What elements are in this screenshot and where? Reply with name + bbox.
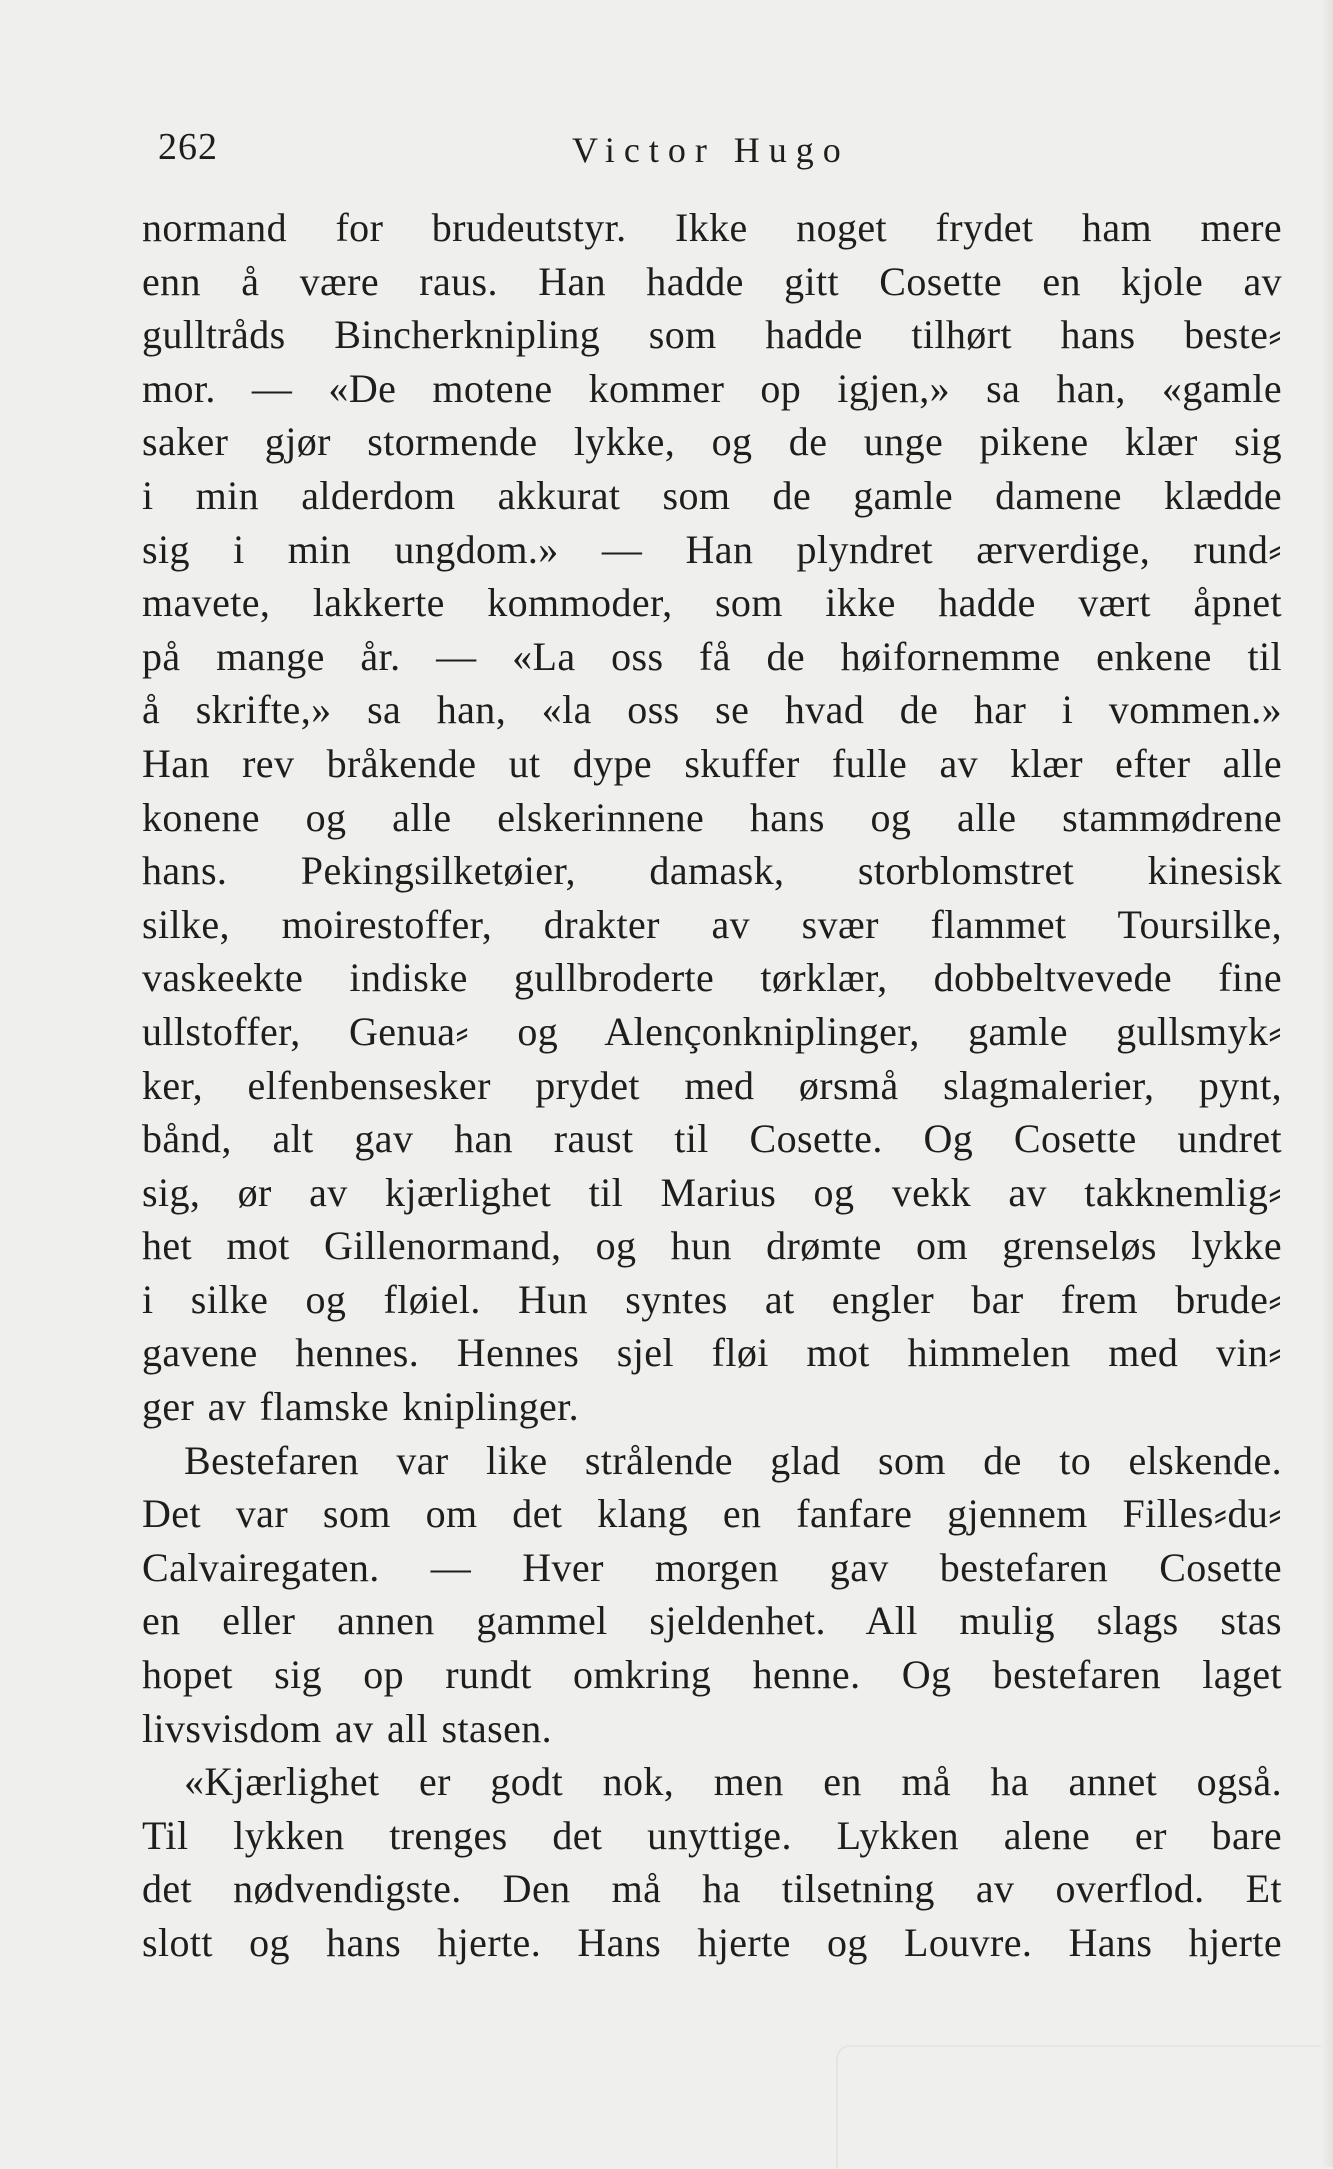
text-line: sig i min ungdom.» — Han plyndret ærverdige, rund⸗ xyxy=(142,526,1282,572)
text-line: å skrifte,» sa han, «la oss se hvad de har i vommen.» xyxy=(142,687,1282,733)
page-number: 262 xyxy=(158,126,218,168)
text-line: Til lykken trenges det unyttige. Lykken alene er bare xyxy=(142,1812,1282,1858)
text-line: normand for brudeutstyr. Ikke noget frydet ham mere xyxy=(142,205,1282,250)
page-edge-shadow xyxy=(1321,0,1333,2167)
text-line: i silke og fløiel. Hun syntes at engler bar frem brude⸗ xyxy=(142,1276,1282,1322)
text-line: ullstoffer, Genua⸗ og Alençonkniplinger, gamle gullsmyk⸗ xyxy=(142,1008,1282,1054)
text-line: bånd, alt gav han raust til Cosette. Og Cosette undret xyxy=(142,1116,1282,1162)
text-line: enn å være raus. Han hadde gitt Cosette en kjole av xyxy=(142,258,1282,304)
scan-corner-mark xyxy=(836,2045,1333,2169)
text-line: hans. Pekingsilketøier, damask, storblomstret kinesisk xyxy=(142,848,1282,894)
text-line: hopet sig op rundt omkring henne. Og bestefaren laget xyxy=(142,1652,1282,1698)
text-line: vaskeekte indiske gullbroderte tørklær, dobbeltvevede fine xyxy=(142,955,1282,1001)
text-line: en eller annen gammel sjeldenhet. All mulig slags stas xyxy=(142,1598,1282,1644)
text-line: ker, elfenbensesker prydet med ørsmå slagmalerier, pynt, xyxy=(142,1062,1282,1108)
text-line: Calvairegaten. — Hver morgen gav bestefaren Cosette xyxy=(142,1544,1282,1590)
body-text xyxy=(142,201,1282,1970)
text-line: «Kjærlighet er godt nok, men en må ha annet også. xyxy=(184,1759,1282,1805)
text-line: Han rev bråkende ut dype skuffer fulle av klær efter alle xyxy=(142,740,1282,786)
text-line: slott og hans hjerte. Hans hjerte og Louvre. Hans hjerte xyxy=(142,1920,1282,1965)
text-line: gavene hennes. Hennes sjel fløi mot himmelen med vin⸗ xyxy=(142,1330,1282,1376)
text-line: gulltråds Bincherknipling som hadde tilhørt hans beste⸗ xyxy=(142,312,1282,358)
text-line: mavete, lakkerte kommoder, som ikke hadde vært åpnet xyxy=(142,580,1282,626)
text-line: mor. — «De motene kommer op igjen,» sa han, «gamle xyxy=(142,365,1282,411)
text-line: Det var som om det klang en fanfare gjennem Filles⸗du⸗ xyxy=(142,1491,1282,1537)
running-title: Victor Hugo xyxy=(572,130,850,170)
text-line: livsvisdom av all stasen. xyxy=(142,1705,553,1751)
text-line: Bestefaren var like strålende glad som de to elskende. xyxy=(184,1437,1282,1483)
text-line: saker gjør stormende lykke, og de unge pikene klær sig xyxy=(142,419,1282,465)
running-head xyxy=(158,125,1278,185)
text-line: silke, moirestoffer, drakter av svær flammet Toursilke, xyxy=(142,901,1282,947)
text-line: ger av flamske kniplinger. xyxy=(142,1384,580,1430)
text-line: i min alderdom akkurat som de gamle damene klædde xyxy=(142,472,1282,518)
text-line: sig, ør av kjærlighet til Marius og vekk av takknemlig⸗ xyxy=(142,1169,1282,1215)
text-line: het mot Gillenormand, og hun drømte om grenseløs lykke xyxy=(142,1223,1282,1269)
text-line: konene og alle elskerinnene hans og alle stammødrene xyxy=(142,794,1282,840)
text-line: på mange år. — «La oss få de høifornemme enkene til xyxy=(142,633,1282,679)
text-line: det nødvendigste. Den må ha tilsetning av overflod. Et xyxy=(142,1866,1282,1912)
